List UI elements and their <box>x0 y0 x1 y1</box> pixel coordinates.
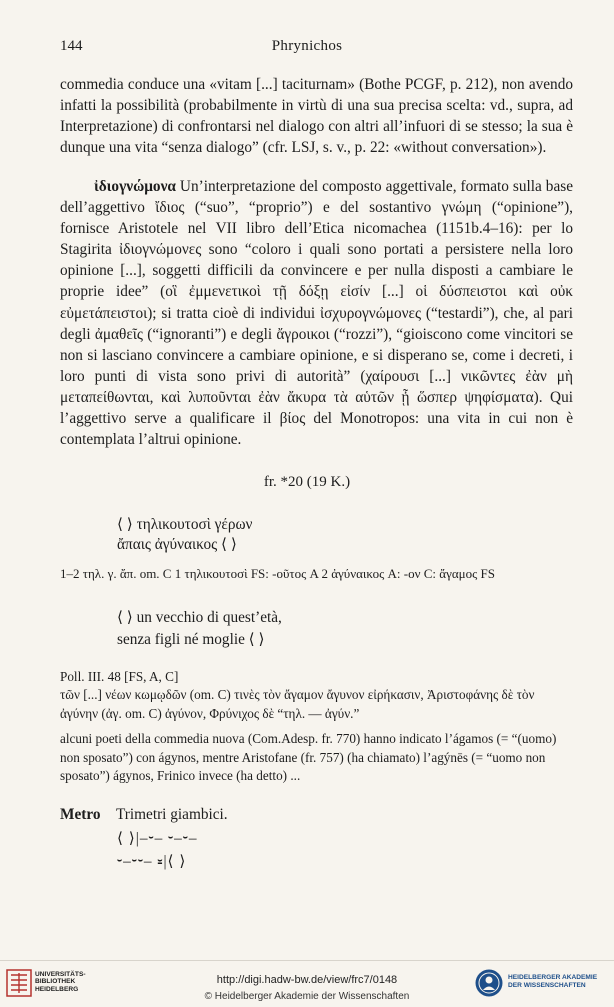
metrical-scheme-line-1: ⟨ ⟩|–⏑– ⏑–⏑– <box>117 830 198 847</box>
fragment-greek-line-1: ⟨ ⟩ τηλικουτοσὶ γέρων <box>117 516 253 533</box>
academy-seal-icon <box>474 968 504 998</box>
ub-line-3: HEIDELBERG <box>35 985 79 993</box>
viewer-footer <box>0 960 614 1007</box>
metrical-scheme-line-2: ⏑–⏑⏑– ⏓|⟨ ⟩ <box>117 853 187 870</box>
translation-line-1: ⟨ ⟩ un vecchio di quest’età, <box>117 609 282 626</box>
translation-line-2: senza figli né moglie ⟨ ⟩ <box>117 631 265 648</box>
ub-line-2: BIBLIOTHEK <box>35 978 76 986</box>
page-number: 144 <box>60 38 83 54</box>
academy-line-1: HEIDELBERGER AKADEMIE <box>508 974 598 981</box>
permalink-url[interactable]: http://digi.hadw-bw.de/view/frc7/0148 <box>216 974 398 986</box>
ub-line-1: UNIVERSITÄTS- <box>35 971 86 978</box>
critical-apparatus: 1–2 τηλ. γ. ἄπ. om. C 1 τηλικουτοσὶ FS: -οῦτος A 2 ἀγύναικος A: -ον C: ἄγαμος FS <box>60 566 495 581</box>
source-greek-text: τῶν [...] νέων κωμῳδῶν (om. C) τινὲς τὸν ἄγαμον ἄγυνον εἰρήκασιν, Ἀριστοφάνης δὲ τὸν ἀγύνην (ἀγ. om. C) ἀγύνον, Φρύνιχος δὲ “τηλ. — ἀγύν.” <box>60 687 535 721</box>
fragment-heading: fr. *20 (19 K.) <box>263 474 351 490</box>
source-citation: Poll. III. 48 [FS, A, C] <box>60 669 179 684</box>
commentary-paragraph-1: commedia conduce una «vitam [...] taciturnam» (Bothe PCGF, p. 212), non avendo infatti la possibilità (probabilmente in virtù di una sua precisa scelta: vd., supra, ad Interpretazione) di confrontarsi nel dialogo con altri all’infuori di se stesso; la sua è dunque una vita “senza dialogo” (cfr. LSJ, s. v., p. 22: «without conversation»). <box>60 76 573 157</box>
running-title: Phrynichos <box>271 38 343 54</box>
fragment-greek-line-2: ἄπαις ἀγύναικος ⟨ ⟩ <box>117 536 237 553</box>
lemma-commentary: Un’interpretazione del composto aggettivale, formato sulla base dell’aggettivo ἴδιος (“suo”, “proprio”) e del sostantivo γνώμη (“opinione”), fornisce Aristotele nel VII libro dell’Etica nicomachea (1151b.4–16): per lo Stagirita ἰδιογνώμονες sono “coloro i quali sono portati a persistere nella loro opinione [...], soggetti difficili da convincere e per nulla disposti a cambiare le proprie idee” (οἳ ἐμμενετικοὶ τῇ δόξῃ εἰσίν [...] οἱ δύσπειστοι καὶ οὐκ εὐμετάπειστοι); si tratta cioè di individui ἰσχυρογνώμονες (“testardi”), che, al pari degli ἀμαθεῖς (“ignoranti”) e degli ἄγροικοι (“rozzi”), “gioiscono come vincitori se non si lasciano convincere a cambiare opinione, e si disperano se, come i decreti, i loro punti di vista sono privi di autorità” (χαίρουσι [...] νικῶντες ἐὰν μὴ μεταπείθωνται, καὶ λυποῦνται ἐὰν ἄκυρα τὰ αὑτῶν ᾖ ὥσπερ ψηφίσματα). Qui l’aggettivo serve a qualificare il βίος del Monotropos: una vita in cui non è contemplata l’altrui opinione. <box>60 178 573 449</box>
source-translation: alcuni poeti della commedia nuova (Com.Adesp. fr. 770) hanno indicato l’ágamos (= “(uomo) non sposato”) con ágynos, mentre Aristofane (fr. 757) (ha chiamato) l’agýnēs (= “uomo non sposato”) ágynos, Frinico invece (ha detto) ... <box>60 731 557 783</box>
lemma-word: ἰδιογνώμονα <box>94 178 176 195</box>
academy-line-2: DER WISSENSCHAFTEN <box>508 982 586 989</box>
metro-label: Metro <box>60 806 101 823</box>
metro-title: Trimetri giambici. <box>116 806 228 823</box>
academy-name <box>508 974 597 990</box>
commentary-paragraph-2 <box>60 176 573 450</box>
copyright-notice: © Heidelberger Akademie der Wissenschaften <box>204 991 410 1002</box>
